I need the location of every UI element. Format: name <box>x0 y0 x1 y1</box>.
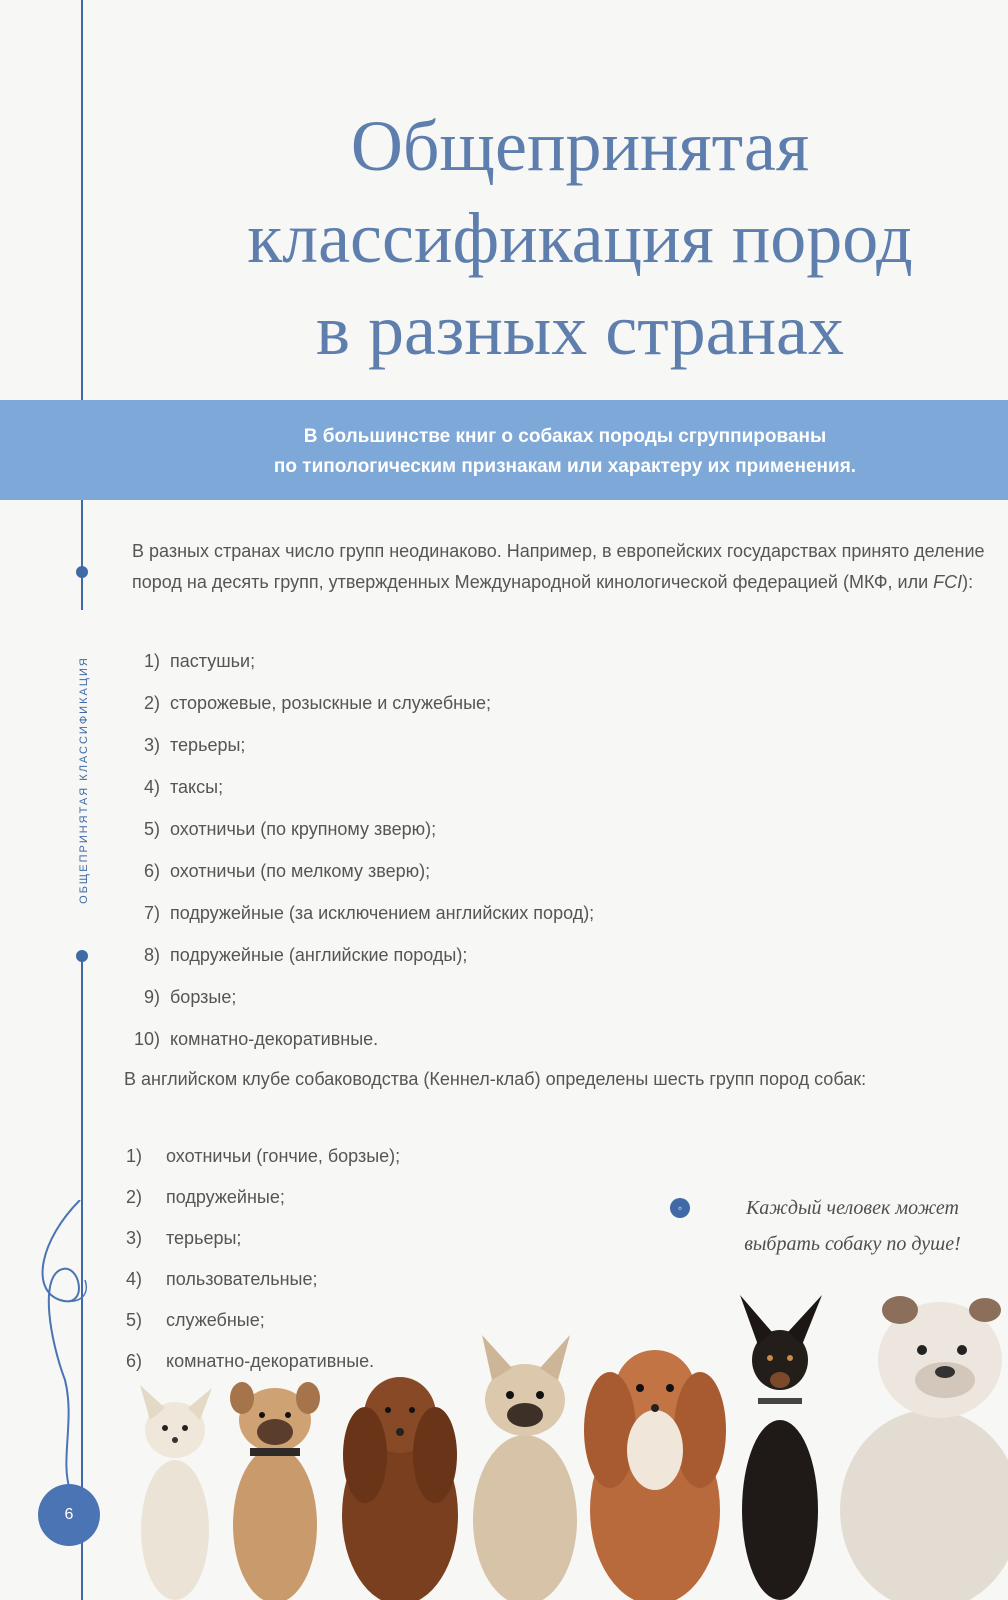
list-item-number: 8) <box>143 945 160 965</box>
list-item-text: сторожевые, розыскные и служебные; <box>170 693 492 713</box>
bulldog-illustration <box>840 1296 1008 1600</box>
list-item-text: пастушьи; <box>170 651 256 671</box>
title-line-1: Общепринятая <box>350 106 810 186</box>
list-item <box>126 892 594 934</box>
fci-intro-text: В разных странах число групп неодинаково. Например, в европейских государствах принято деление пород на десять групп, утвержденных Международной кинологической федерацией (МКФ, или <box>132 541 985 592</box>
fci-intro-end: ): <box>962 572 974 592</box>
cavalier-illustration <box>584 1350 726 1600</box>
dogs-photo <box>110 1280 1008 1600</box>
list-item-text: комнатно-декоративные. <box>170 1029 379 1049</box>
list-item <box>126 934 594 976</box>
list-item-text: служебные; <box>166 1310 265 1330</box>
list-item-number: 4) <box>125 1269 142 1289</box>
page-number-badge: 6 <box>38 1484 100 1546</box>
kennel-club-paragraph: В английском клубе собаководства (Кеннел-клаб) определены шесть групп пород собак: <box>124 1069 867 1089</box>
list-item-number: 7) <box>143 903 160 923</box>
page-title <box>160 100 1000 376</box>
list-item <box>124 1218 400 1259</box>
list-item-text: охотничьи (гончие, борзые); <box>166 1146 401 1166</box>
chihuahua-illustration <box>140 1385 212 1600</box>
caption-text <box>700 1190 1005 1262</box>
banner-line-2: по типологическим признакам или характеру их применения. <box>273 456 857 477</box>
list-item <box>124 1136 400 1177</box>
list-item-number: 1) <box>125 1146 142 1166</box>
list-item <box>126 976 594 1018</box>
list-item-number: 2) <box>143 693 160 713</box>
list-item-number: 3) <box>125 1228 142 1248</box>
list-item <box>126 724 594 766</box>
list-item <box>126 1018 594 1060</box>
list-item-number: 3) <box>143 735 160 755</box>
fci-intro-paragraph <box>132 536 1002 598</box>
list-item-text: подружейные; <box>166 1187 285 1207</box>
banner-line-1: В большинстве книг о собаках породы сгруппированы <box>303 426 827 447</box>
caption-line-2: выбрать собаку по душе! <box>744 1233 961 1255</box>
side-section-label: ОБЩЕПРИНЯТАЯ КЛАССИФИКАЦИЯ <box>74 610 94 950</box>
french-bulldog-illustration <box>473 1335 577 1600</box>
margin-dot-bottom <box>76 950 88 962</box>
list-item-text: охотничьи (по мелкому зверю); <box>170 861 431 881</box>
intro-banner <box>0 400 1008 500</box>
dachshund-illustration <box>342 1377 458 1600</box>
caption-marker-icon: ◦ <box>670 1198 690 1218</box>
list-item-number: 6) <box>125 1351 142 1371</box>
fci-groups-list <box>126 640 594 1060</box>
margin-dot-top <box>76 566 88 578</box>
list-item-number: 10) <box>133 1029 160 1049</box>
puppy-illustration <box>230 1382 320 1600</box>
list-item-text: подружейные (за исключением английских пород); <box>170 903 595 923</box>
list-item-text: таксы; <box>170 777 224 797</box>
list-item <box>126 766 594 808</box>
list-item-number: 2) <box>125 1187 142 1207</box>
title-line-2: классификация пород <box>247 198 913 278</box>
list-item-number: 5) <box>143 819 160 839</box>
list-item <box>124 1177 400 1218</box>
list-item-text: подружейные (английские породы); <box>170 945 468 965</box>
list-item-text: борзые; <box>170 987 237 1007</box>
list-item-number: 1) <box>143 651 160 671</box>
list-item-text: терьеры; <box>166 1228 242 1248</box>
leash-illustration <box>20 1200 120 1500</box>
title-line-3: в разных странах <box>315 290 845 370</box>
list-item-text: терьеры; <box>170 735 246 755</box>
banner-text <box>160 422 970 482</box>
fci-abbrev: FCI <box>933 572 963 592</box>
list-item <box>126 640 594 682</box>
list-item-number: 9) <box>143 987 160 1007</box>
list-item <box>126 808 594 850</box>
list-item-text: пользовательные; <box>166 1269 318 1289</box>
list-item-number: 5) <box>125 1310 142 1330</box>
list-item <box>126 850 594 892</box>
list-item <box>126 682 594 724</box>
caption-line-1: Каждый человек может <box>745 1197 959 1219</box>
list-item-number: 6) <box>143 861 160 881</box>
pinscher-illustration <box>740 1295 822 1600</box>
list-item-text: комнатно-декоративные. <box>166 1351 375 1371</box>
list-item-text: охотничьи (по крупному зверю); <box>170 819 437 839</box>
list-item-number: 4) <box>143 777 160 797</box>
